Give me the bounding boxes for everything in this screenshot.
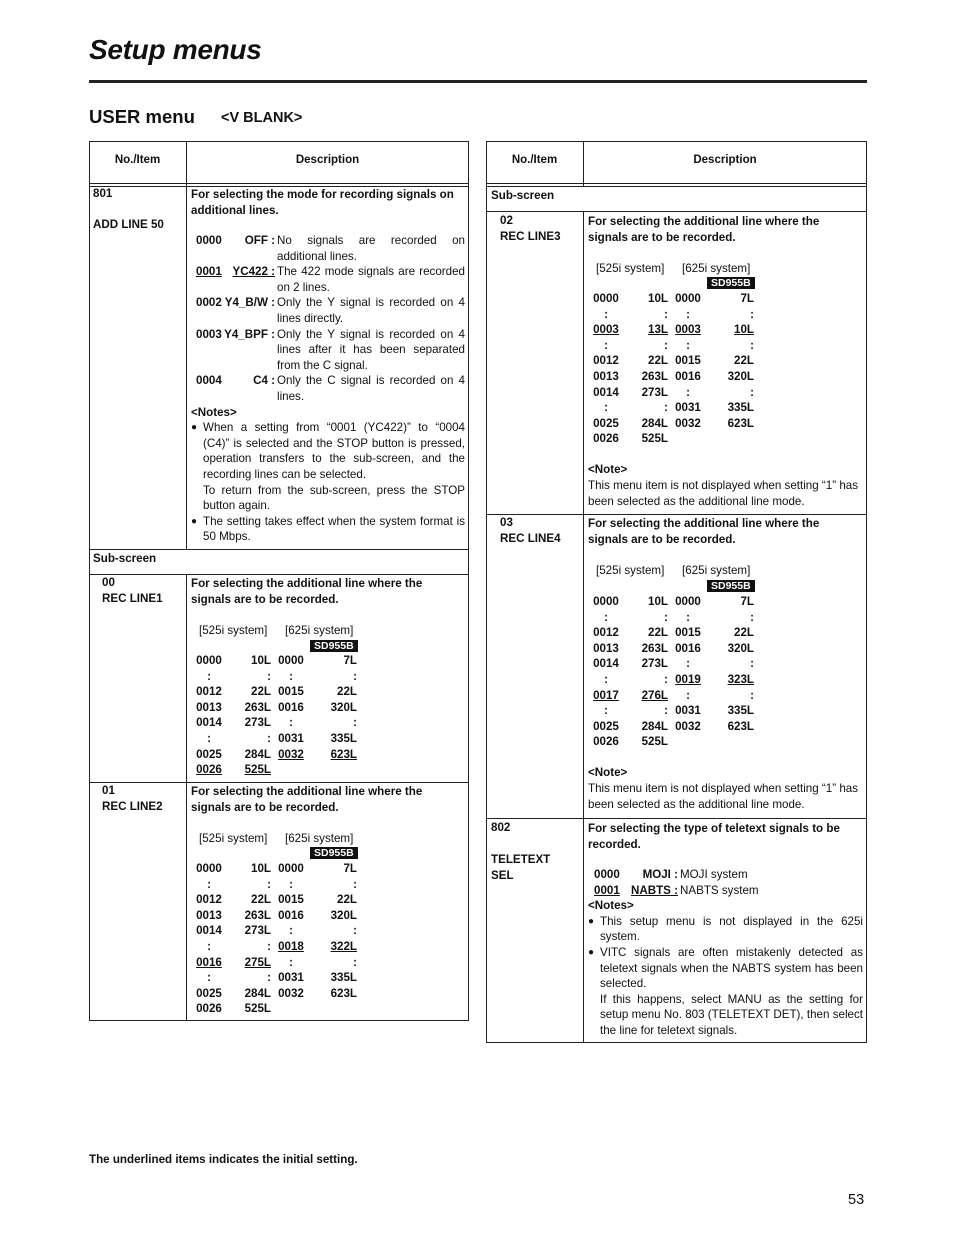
setting-code: 0000 bbox=[196, 862, 222, 875]
setting-code: 0000 bbox=[278, 862, 304, 875]
line-number: : bbox=[664, 307, 668, 321]
line-row bbox=[189, 669, 357, 685]
setting-code: 0025 bbox=[196, 986, 222, 1000]
recline2-number: 01 bbox=[102, 784, 115, 797]
note-item bbox=[191, 483, 465, 514]
recline2-description: For selecting the additional line where the signals are to be recorded. bbox=[191, 785, 423, 814]
note-item bbox=[588, 914, 863, 945]
setting-code: 0013 bbox=[593, 641, 619, 655]
sys525-label: [525i system] bbox=[199, 832, 268, 845]
line-number: 22L bbox=[251, 685, 271, 699]
item-802-name: TELETEXT SEL bbox=[491, 853, 551, 882]
setting-code bbox=[271, 1001, 311, 1017]
option-mode: Y4_BPF : bbox=[224, 327, 275, 341]
line-row bbox=[586, 369, 754, 385]
row-divider bbox=[89, 782, 469, 783]
option-code: 0001 bbox=[196, 265, 222, 279]
recline4-table bbox=[586, 594, 754, 750]
bullet-icon: ● bbox=[191, 515, 198, 527]
line-number: : bbox=[750, 307, 754, 321]
line-row bbox=[189, 1001, 357, 1017]
setting-code: 0012 bbox=[196, 685, 222, 699]
line-number: 7L bbox=[343, 654, 357, 667]
option-mode: Y4_B/W : bbox=[224, 296, 275, 310]
line-row bbox=[586, 291, 754, 307]
note-text: The setting takes effect when the system format is 50 Mbps. bbox=[203, 514, 465, 544]
option-row bbox=[191, 295, 465, 326]
line-number: : bbox=[750, 657, 754, 671]
right-col-divider bbox=[583, 141, 584, 1043]
setting-code: 0012 bbox=[593, 626, 619, 640]
row-divider bbox=[486, 211, 867, 212]
setting-code: : bbox=[686, 307, 690, 321]
setting-code: : bbox=[604, 704, 608, 718]
line-row bbox=[586, 307, 754, 323]
recline1-description: For selecting the additional line where the signals are to be recorded. bbox=[191, 577, 423, 606]
page-number: 53 bbox=[848, 1192, 865, 1208]
line-row bbox=[586, 688, 754, 704]
setting-code: 0026 bbox=[593, 735, 619, 749]
setting-code: 0016 bbox=[278, 700, 304, 714]
line-row bbox=[586, 625, 754, 641]
option-row bbox=[588, 867, 863, 883]
line-number: 22L bbox=[648, 354, 668, 368]
option-code: 0000 bbox=[594, 868, 620, 881]
setting-code: 0014 bbox=[196, 924, 222, 938]
line-number: : bbox=[664, 672, 668, 686]
recline1-number: 00 bbox=[102, 576, 115, 589]
line-row bbox=[586, 656, 754, 672]
line-number: 320L bbox=[330, 908, 357, 922]
setting-code: : bbox=[289, 877, 293, 891]
recline2-name: REC LINE2 bbox=[102, 800, 163, 813]
recline3-number: 02 bbox=[500, 214, 513, 227]
setting-code: 0015 bbox=[675, 354, 701, 368]
line-number: : bbox=[353, 669, 357, 683]
line-number: : bbox=[353, 924, 357, 938]
notes-heading: <Notes> bbox=[588, 899, 634, 913]
line-row bbox=[189, 970, 357, 986]
line-row bbox=[189, 747, 357, 763]
setting-code: : bbox=[289, 716, 293, 730]
setting-code: 0014 bbox=[593, 657, 619, 671]
line-row bbox=[586, 322, 754, 338]
setting-code: : bbox=[686, 688, 690, 702]
setting-code: 0026 bbox=[593, 432, 619, 446]
section-title: USER menu bbox=[89, 106, 195, 127]
line-row bbox=[189, 955, 357, 971]
line-number: 7L bbox=[740, 595, 754, 608]
note-text: To return from the sub-screen, press the STOP button again. bbox=[203, 483, 465, 513]
setting-code bbox=[668, 431, 708, 447]
line-number: 323L bbox=[727, 672, 754, 686]
option-row bbox=[191, 327, 465, 374]
line-number: : bbox=[664, 401, 668, 415]
line-number: 525L bbox=[641, 735, 668, 749]
item-801-name: ADD LINE 50 bbox=[93, 218, 164, 231]
line-row bbox=[189, 923, 357, 939]
option-row bbox=[191, 233, 465, 264]
note-text: If this happens, select MANU as the setting for setup menu No. 803 (TELETEXT DET), then select the line for teletext signals. bbox=[600, 992, 863, 1037]
line-number: 7L bbox=[343, 862, 357, 875]
line-row bbox=[586, 338, 754, 354]
bullet-icon: ● bbox=[588, 946, 595, 958]
setting-code: : bbox=[207, 877, 211, 891]
line-number: 320L bbox=[727, 641, 754, 655]
line-number: : bbox=[664, 704, 668, 718]
sys525-label: [525i system] bbox=[199, 624, 268, 637]
option-mode: OFF : bbox=[244, 234, 275, 247]
option-mode: MOJI : bbox=[642, 868, 678, 881]
row-divider bbox=[89, 574, 469, 575]
setting-code: 0000 bbox=[675, 292, 701, 305]
recline4-note: This menu item is not displayed when setting “1” has been selected as the additional line mode. bbox=[588, 782, 859, 811]
option-text: MOJI system bbox=[680, 868, 748, 881]
setting-code: : bbox=[604, 672, 608, 686]
line-number: 263L bbox=[641, 369, 668, 383]
setting-code: : bbox=[686, 657, 690, 671]
line-number: 22L bbox=[648, 626, 668, 640]
line-number: 335L bbox=[330, 971, 357, 985]
note-heading: <Note> bbox=[588, 463, 628, 476]
setting-code: 0003 bbox=[675, 323, 701, 337]
line-row bbox=[189, 986, 357, 1002]
setting-code: : bbox=[604, 338, 608, 352]
line-number: 335L bbox=[727, 401, 754, 415]
sd955b-badge: SD955B bbox=[310, 847, 358, 859]
left-header-desc: Description bbox=[295, 154, 360, 166]
setting-code: 0026 bbox=[196, 1002, 222, 1016]
line-number: 10L bbox=[648, 595, 668, 608]
line-number: 10L bbox=[251, 862, 271, 875]
line-number: 22L bbox=[734, 626, 754, 640]
line-row bbox=[586, 385, 754, 401]
setting-code: 0013 bbox=[196, 908, 222, 922]
setting-code: 0014 bbox=[593, 385, 619, 399]
setting-code: 0025 bbox=[593, 719, 619, 733]
line-row bbox=[586, 416, 754, 432]
setting-code: : bbox=[604, 610, 608, 624]
option-text: Only the Y signal is recorded on 4 lines directly. bbox=[277, 296, 465, 325]
recline4-description: For selecting the additional line where the signals are to be recorded. bbox=[588, 517, 820, 546]
sys525-label: [525i system] bbox=[596, 564, 665, 577]
line-number: 22L bbox=[251, 893, 271, 907]
line-row bbox=[586, 594, 754, 610]
note-heading: <Note> bbox=[588, 766, 628, 779]
item-801-description: For selecting the mode for recording signals on additional lines. bbox=[191, 188, 454, 217]
recline3-note: This menu item is not displayed when setting “1” has been selected as the additional line mode. bbox=[588, 479, 859, 508]
line-number: 335L bbox=[727, 704, 754, 718]
setting-code: 0000 bbox=[593, 595, 619, 608]
setting-code: 0025 bbox=[196, 747, 222, 761]
line-number: : bbox=[267, 971, 271, 985]
setting-code: 0031 bbox=[278, 731, 304, 745]
setting-code: 0000 bbox=[278, 654, 304, 667]
setting-code: 0032 bbox=[675, 719, 701, 733]
setting-code: 0016 bbox=[196, 955, 222, 969]
line-number: : bbox=[267, 669, 271, 683]
recline2-table bbox=[189, 861, 357, 1017]
line-number bbox=[708, 734, 754, 750]
setting-code: : bbox=[289, 924, 293, 938]
notes-heading: <Notes> bbox=[191, 405, 237, 419]
item-802-description: For selecting the type of teletext signals to be recorded. bbox=[588, 822, 840, 851]
line-row bbox=[189, 684, 357, 700]
setting-code: 0025 bbox=[593, 416, 619, 430]
row-divider bbox=[486, 514, 867, 515]
line-row bbox=[586, 672, 754, 688]
sys625-label: [625i system] bbox=[285, 832, 354, 845]
line-number: 275L bbox=[244, 955, 271, 969]
left-col-divider bbox=[186, 141, 187, 1021]
line-number: 284L bbox=[641, 416, 668, 430]
option-row bbox=[191, 264, 465, 295]
line-number: 525L bbox=[244, 763, 271, 777]
sd955b-badge: SD955B bbox=[310, 640, 358, 652]
note-item bbox=[191, 514, 465, 545]
line-number bbox=[311, 762, 357, 778]
line-row bbox=[189, 731, 357, 747]
option-row bbox=[588, 883, 863, 899]
right-header-no: No./Item bbox=[511, 154, 558, 166]
item-801-options bbox=[191, 233, 465, 545]
item-802-number: 802 bbox=[491, 821, 511, 834]
setting-code: 0012 bbox=[593, 354, 619, 368]
left-header-rule bbox=[89, 183, 469, 184]
setting-code: 0013 bbox=[593, 369, 619, 383]
line-number: 263L bbox=[244, 700, 271, 714]
setting-code: 0026 bbox=[196, 763, 222, 777]
sub-screen-label: Sub-screen bbox=[491, 189, 555, 202]
line-row bbox=[189, 939, 357, 955]
setting-code: 0003 bbox=[593, 323, 619, 337]
option-text: NABTS system bbox=[680, 883, 759, 897]
note-text: This setup menu is not displayed in the 625i system. bbox=[600, 914, 863, 944]
option-row bbox=[191, 373, 465, 404]
line-row bbox=[189, 762, 357, 778]
option-text: No signals are recorded on additional lines. bbox=[277, 234, 465, 263]
right-header-rule bbox=[486, 183, 867, 184]
row-divider bbox=[486, 818, 867, 819]
line-number: 320L bbox=[727, 369, 754, 383]
line-number: 273L bbox=[244, 924, 271, 938]
setting-code: 0016 bbox=[675, 369, 701, 383]
setting-code: 0015 bbox=[675, 626, 701, 640]
line-number: 273L bbox=[641, 657, 668, 671]
setting-code: 0032 bbox=[278, 986, 304, 1000]
note-text: VITC signals are often mistakenly detected as teletext signals when the NABTS system has been selected. bbox=[600, 945, 863, 991]
line-number: 273L bbox=[244, 716, 271, 730]
recline3-name: REC LINE3 bbox=[500, 230, 561, 243]
setting-code: 0015 bbox=[278, 685, 304, 699]
sd955b-badge: SD955B bbox=[707, 277, 755, 289]
line-row bbox=[586, 400, 754, 416]
line-row bbox=[189, 653, 357, 669]
line-number: 22L bbox=[734, 354, 754, 368]
line-row bbox=[189, 908, 357, 924]
item-801-number: 801 bbox=[93, 187, 113, 200]
section-subtitle: <V BLANK> bbox=[221, 110, 303, 126]
option-mode: C4 : bbox=[253, 374, 275, 388]
line-number: 284L bbox=[244, 986, 271, 1000]
recline4-name: REC LINE4 bbox=[500, 532, 561, 545]
line-number: 22L bbox=[337, 685, 357, 699]
line-number: 623L bbox=[727, 719, 754, 733]
setting-code: : bbox=[604, 307, 608, 321]
line-number: : bbox=[750, 688, 754, 702]
bullet-icon: ● bbox=[191, 422, 198, 434]
line-number: : bbox=[750, 385, 754, 399]
recline1-name: REC LINE1 bbox=[102, 592, 163, 605]
line-number: 10L bbox=[734, 323, 754, 337]
line-number: : bbox=[267, 731, 271, 745]
setting-code: : bbox=[207, 669, 211, 683]
line-number: 263L bbox=[641, 641, 668, 655]
line-number: : bbox=[750, 338, 754, 352]
line-row bbox=[189, 715, 357, 731]
line-row bbox=[586, 641, 754, 657]
line-number bbox=[311, 1001, 357, 1017]
line-number: 320L bbox=[330, 700, 357, 714]
line-row bbox=[586, 703, 754, 719]
line-number: 623L bbox=[727, 416, 754, 430]
setting-code: 0031 bbox=[675, 401, 701, 415]
option-code: 0000 bbox=[196, 234, 222, 247]
line-number: 7L bbox=[740, 292, 754, 305]
setting-code: 0013 bbox=[196, 700, 222, 714]
line-number: 525L bbox=[244, 1002, 271, 1016]
setting-code: 0014 bbox=[196, 716, 222, 730]
setting-code: 0016 bbox=[278, 908, 304, 922]
setting-code: : bbox=[686, 385, 690, 399]
line-number: : bbox=[353, 716, 357, 730]
setting-code bbox=[668, 734, 708, 750]
line-number: 276L bbox=[641, 688, 668, 702]
setting-code: : bbox=[604, 401, 608, 415]
sub-screen-label: Sub-screen bbox=[93, 552, 157, 565]
line-number: 623L bbox=[330, 747, 357, 761]
line-number: : bbox=[750, 610, 754, 624]
right-header-desc: Description bbox=[693, 154, 757, 166]
setting-code: 0032 bbox=[675, 416, 701, 430]
line-number bbox=[708, 431, 754, 447]
setting-code: 0012 bbox=[196, 893, 222, 907]
setting-code: 0000 bbox=[593, 292, 619, 305]
line-number: 322L bbox=[330, 939, 357, 953]
line-row bbox=[586, 719, 754, 735]
note-item bbox=[191, 420, 465, 482]
line-row bbox=[189, 861, 357, 877]
left-header-no: No./Item bbox=[114, 154, 161, 166]
line-number: : bbox=[664, 338, 668, 352]
sys625-label: [625i system] bbox=[682, 564, 751, 577]
recline3-table bbox=[586, 291, 754, 447]
setting-code: : bbox=[289, 955, 293, 969]
setting-code: 0015 bbox=[278, 893, 304, 907]
sys625-label: [625i system] bbox=[285, 624, 354, 637]
setting-code bbox=[271, 762, 311, 778]
setting-code: : bbox=[289, 669, 293, 683]
option-text: The 422 mode signals are recorded on 2 lines. bbox=[277, 265, 465, 294]
line-number: 525L bbox=[641, 432, 668, 446]
setting-code: 0031 bbox=[675, 704, 701, 718]
item-802-options bbox=[588, 867, 863, 1039]
recline4-number: 03 bbox=[500, 516, 513, 529]
line-number: : bbox=[353, 955, 357, 969]
option-code: 0002 bbox=[196, 296, 222, 310]
line-number: 10L bbox=[251, 654, 271, 667]
line-row bbox=[189, 700, 357, 716]
line-row bbox=[189, 877, 357, 893]
setting-code: : bbox=[207, 971, 211, 985]
setting-code: : bbox=[686, 610, 690, 624]
line-number: 22L bbox=[337, 893, 357, 907]
line-number: : bbox=[267, 939, 271, 953]
line-number: 284L bbox=[244, 747, 271, 761]
line-number: : bbox=[267, 877, 271, 891]
option-mode: NABTS : bbox=[630, 883, 678, 897]
line-number: : bbox=[664, 610, 668, 624]
setting-code: : bbox=[207, 731, 211, 745]
option-mode: YC422 : bbox=[232, 265, 275, 279]
option-code: 0003 bbox=[196, 327, 222, 341]
note-item bbox=[588, 992, 863, 1039]
setting-code: 0019 bbox=[675, 672, 701, 686]
line-row bbox=[586, 734, 754, 750]
line-number: 284L bbox=[641, 719, 668, 733]
option-text: Only the C signal is recorded on 4 lines. bbox=[277, 374, 465, 403]
setting-code: 0032 bbox=[278, 747, 304, 761]
setting-code: 0016 bbox=[675, 641, 701, 655]
bullet-icon: ● bbox=[588, 915, 595, 927]
line-row bbox=[586, 353, 754, 369]
setting-code: 0017 bbox=[593, 688, 619, 702]
sys625-label: [625i system] bbox=[682, 262, 751, 275]
line-number: 623L bbox=[330, 986, 357, 1000]
footnote: The underlined items indicates the initial setting. bbox=[89, 1153, 358, 1166]
line-number: 335L bbox=[330, 731, 357, 745]
recline3-description: For selecting the additional line where the signals are to be recorded. bbox=[588, 215, 820, 244]
setting-code: : bbox=[207, 939, 211, 953]
page-title: Setup menus bbox=[89, 34, 262, 65]
option-text: Only the Y signal is recorded on 4 lines after it has been separated from the C signal. bbox=[277, 327, 465, 372]
option-code: 0001 bbox=[594, 883, 620, 897]
line-row bbox=[586, 610, 754, 626]
note-text: When a setting from “0001 (YC422)” to “0004 (C4)” is selected and the STOP button is pressed, operation transfers to the sub-screen, and the recording lines can be selected. bbox=[203, 421, 465, 481]
line-number: 263L bbox=[244, 908, 271, 922]
setting-code: 0000 bbox=[675, 595, 701, 608]
setting-code: : bbox=[686, 338, 690, 352]
note-item bbox=[588, 945, 863, 992]
title-rule bbox=[89, 80, 867, 83]
setting-code: 0018 bbox=[278, 939, 304, 953]
setting-code: 0031 bbox=[278, 971, 304, 985]
sys525-label: [525i system] bbox=[596, 262, 665, 275]
recline1-table bbox=[189, 653, 357, 778]
line-number: 10L bbox=[648, 292, 668, 305]
line-number: : bbox=[353, 877, 357, 891]
option-code: 0004 bbox=[196, 374, 222, 388]
line-number: 13L bbox=[648, 323, 668, 337]
line-row bbox=[189, 892, 357, 908]
setting-code: 0000 bbox=[196, 654, 222, 667]
line-number: 273L bbox=[641, 385, 668, 399]
sd955b-badge: SD955B bbox=[707, 580, 755, 592]
line-row bbox=[586, 431, 754, 447]
